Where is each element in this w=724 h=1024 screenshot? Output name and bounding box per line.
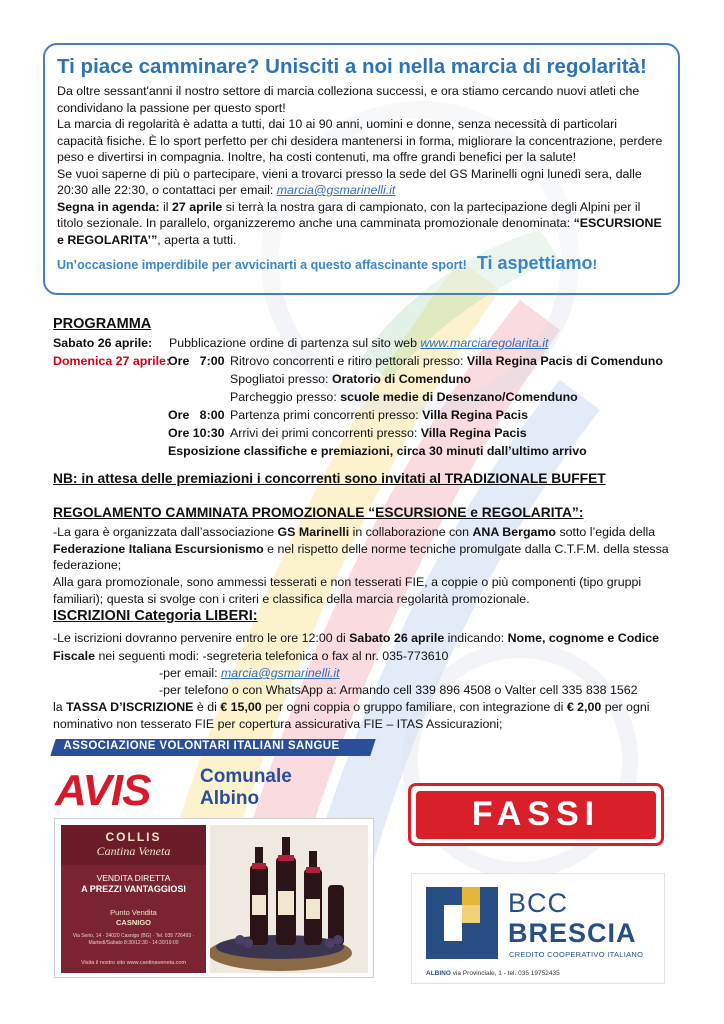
bcc-address: ALBINO via Provinciale, 1 - tel. 035 19752435 (426, 970, 560, 977)
programma-time: Ore 7:00 (168, 354, 225, 368)
ti-aspettiamo: Ti aspettiamo! (476, 253, 598, 273)
intro-paragraph-2: La marcia di regolarità è adatta a tutti, dai 10 ai 90 anni, uomini e donne, senza necessità di particolari capacità fisiche. È lo sport perfetto per chi desidera mantenersi in forma, migliorare la concentrazione, perdere peso e divertirsi in compagnia. Inoltre, ha costi contenuti, ma offre grandi benefici per la salute! (57, 117, 663, 164)
programma-row: Ore 10:30 Arrivi dei primi concorrenti presso: Villa Regina Pacis (168, 426, 527, 440)
iscrizioni-line-5: la TASSA D’ISCRIZIONE è di € 15,00 per ogni coppia o gruppo familiare, con integrazione di € 2,00 per ogni (53, 700, 650, 714)
intro-paragraph-3: Se vuoi saperne di più o partecipare, vieni a trovarci presso la sede del GS Marinelli ogni lunedì sera, dalle 20:30 alle 22:30, o contattaci per email: marcia@gsmarinelli.it (57, 166, 642, 197)
collis-ad-panel: COLLIS Cantina Veneta VENDITA DIRETTA A PREZZI VANTAGGIOSI Punto Vendita CASNIGO Via Serio, 14 · 24020 Casnigo (BG) · Tel. 035 726493 · Martedì/Sabato 8:30/12:30 - 14:30/19:00 Visita il nostro sito www.cantinaveneta.com (61, 825, 206, 973)
intro-paragraph-1: Da oltre sessant'anni il nostro settore di marcia colleziona successi, e ora stiamo cercando nuovi atleti che condividano la passione per questo sport! (57, 84, 640, 115)
programma-row: Ore 8:00 Partenza primi concorrenti presso: Villa Regina Pacis (168, 408, 528, 422)
regolamento-heading: REGOLAMENTO CAMMINATA PROMOZIONALE “ESCURSIONE e REGOLARITA”: (53, 505, 584, 520)
programma-saturday-text: Pubblicazione ordine di partenza sul sito web www.marciaregolarita.it (169, 336, 549, 350)
programma-time: Ore 8:00 (168, 408, 225, 422)
wine-photo (210, 825, 368, 973)
intro-email-link[interactable]: marcia@gsmarinelli.it (276, 183, 396, 197)
avis-banner: ASSOCIAZIONE VOLONTARI ITALIANI SANGUE (50, 739, 376, 756)
nb-buffet: NB: in attesa delle premiazioni i concorrenti sono invitati al TRADIZIONALE BUFFET (53, 471, 606, 486)
programma-heading: PROGRAMMA (53, 316, 152, 332)
fassi-logo: FASSI (408, 783, 664, 846)
intro-title: Ti piace camminare? Unisciti a noi nella marcia di regolarità! (57, 55, 647, 78)
wine-bottles-image (210, 825, 368, 973)
iscrizioni-line-4: -per telefono o con WhatsApp a: Armando cell 339 896 4508 o Valter cell 335 838 1562 (159, 683, 638, 697)
programma-time: Ore 10:30 (168, 426, 225, 440)
intro-agenda: Segna in agenda: il 27 aprile si terrà la nostra gara di campionato, con la partecipazione degli Alpini per il titolo sezionale. In parallelo, organizzeremo anche una camminata promozionale denominata: “ESCURSIONE e REGOLARITA’”, aperta a tutti. (57, 199, 662, 247)
iscrizioni-line-1: -Le iscrizioni dovranno pervenire entro le ore 12:00 di Sabato 26 aprile indicando: Nome, cognome e Codice (53, 631, 660, 645)
programma-row: Parcheggio presso: scuole medie di Desenzano/Comenduno (230, 390, 578, 404)
programma-saturday: Sabato 26 aprile: (53, 336, 153, 350)
bcc-logo-mark (426, 887, 498, 959)
iscrizioni-email-link[interactable]: marcia@gsmarinelli.it (220, 666, 340, 680)
bcc-brescia-logo: BCC BRESCIA CREDITO COOPERATIVO ITALIANO ALBINO via Provinciale, 1 - tel. 035 19752435 (411, 873, 665, 984)
avis-subtitle: Comunale Albino (200, 766, 292, 809)
intro-closing: Un’occasione imperdibile per avvicinarti a questo affascinante sport! Ti aspettiamo! (57, 253, 598, 273)
iscrizioni-line-3: -per email: marcia@gsmarinelli.it (159, 666, 340, 680)
regolamento-p2: Alla gara promozionale, sono ammessi tesserati e non tesserati FIE, a coppie o più componenti (tipo gruppi familiari); questa si svolge con i criteri e classifica della marcia regolarità promozionale. (53, 575, 642, 606)
intro-box (43, 43, 680, 295)
event-name: “ESCURSIONE e REGOLARITA’” (57, 216, 662, 247)
avis-logo: AVIS (55, 766, 151, 815)
programma-sunday-label: Domenica 27 aprile: (53, 354, 171, 368)
iscrizioni-heading: ISCRIZIONI Categoria LIBERI: (53, 608, 258, 624)
iscrizioni-line-2: Fiscale nei seguenti modi: -segreteria telefonica o fax al nr. 035-773610 (53, 649, 449, 663)
website-link[interactable]: www.marciaregolarita.it (420, 336, 549, 350)
iscrizioni-line-6: nominativo non tesserato FIE per copertura assicurativa FIE – ITAS Assicurazioni; (53, 717, 503, 731)
regolamento-p1: -La gara è organizzata dall’associazione GS Marinelli in collaborazione con ANA Bergamo sotto l’egida della Federazione Italiana Escursionismo e nel rispetto delle norme tecniche promulgate dalla C.T.F.M. della stessa federazione; (53, 525, 669, 572)
collis-ad (54, 818, 374, 978)
programma-row: Esposizione classifiche e premiazioni, circa 30 minuti dall’ultimo arrivo (168, 444, 587, 458)
programma-row: Ore 7:00 Ritrovo concorrenti e ritiro pettorali presso: Villa Regina Pacis di Comenduno (168, 354, 663, 368)
programma-row: Spogliatoi presso: Oratorio di Comenduno (230, 372, 471, 386)
